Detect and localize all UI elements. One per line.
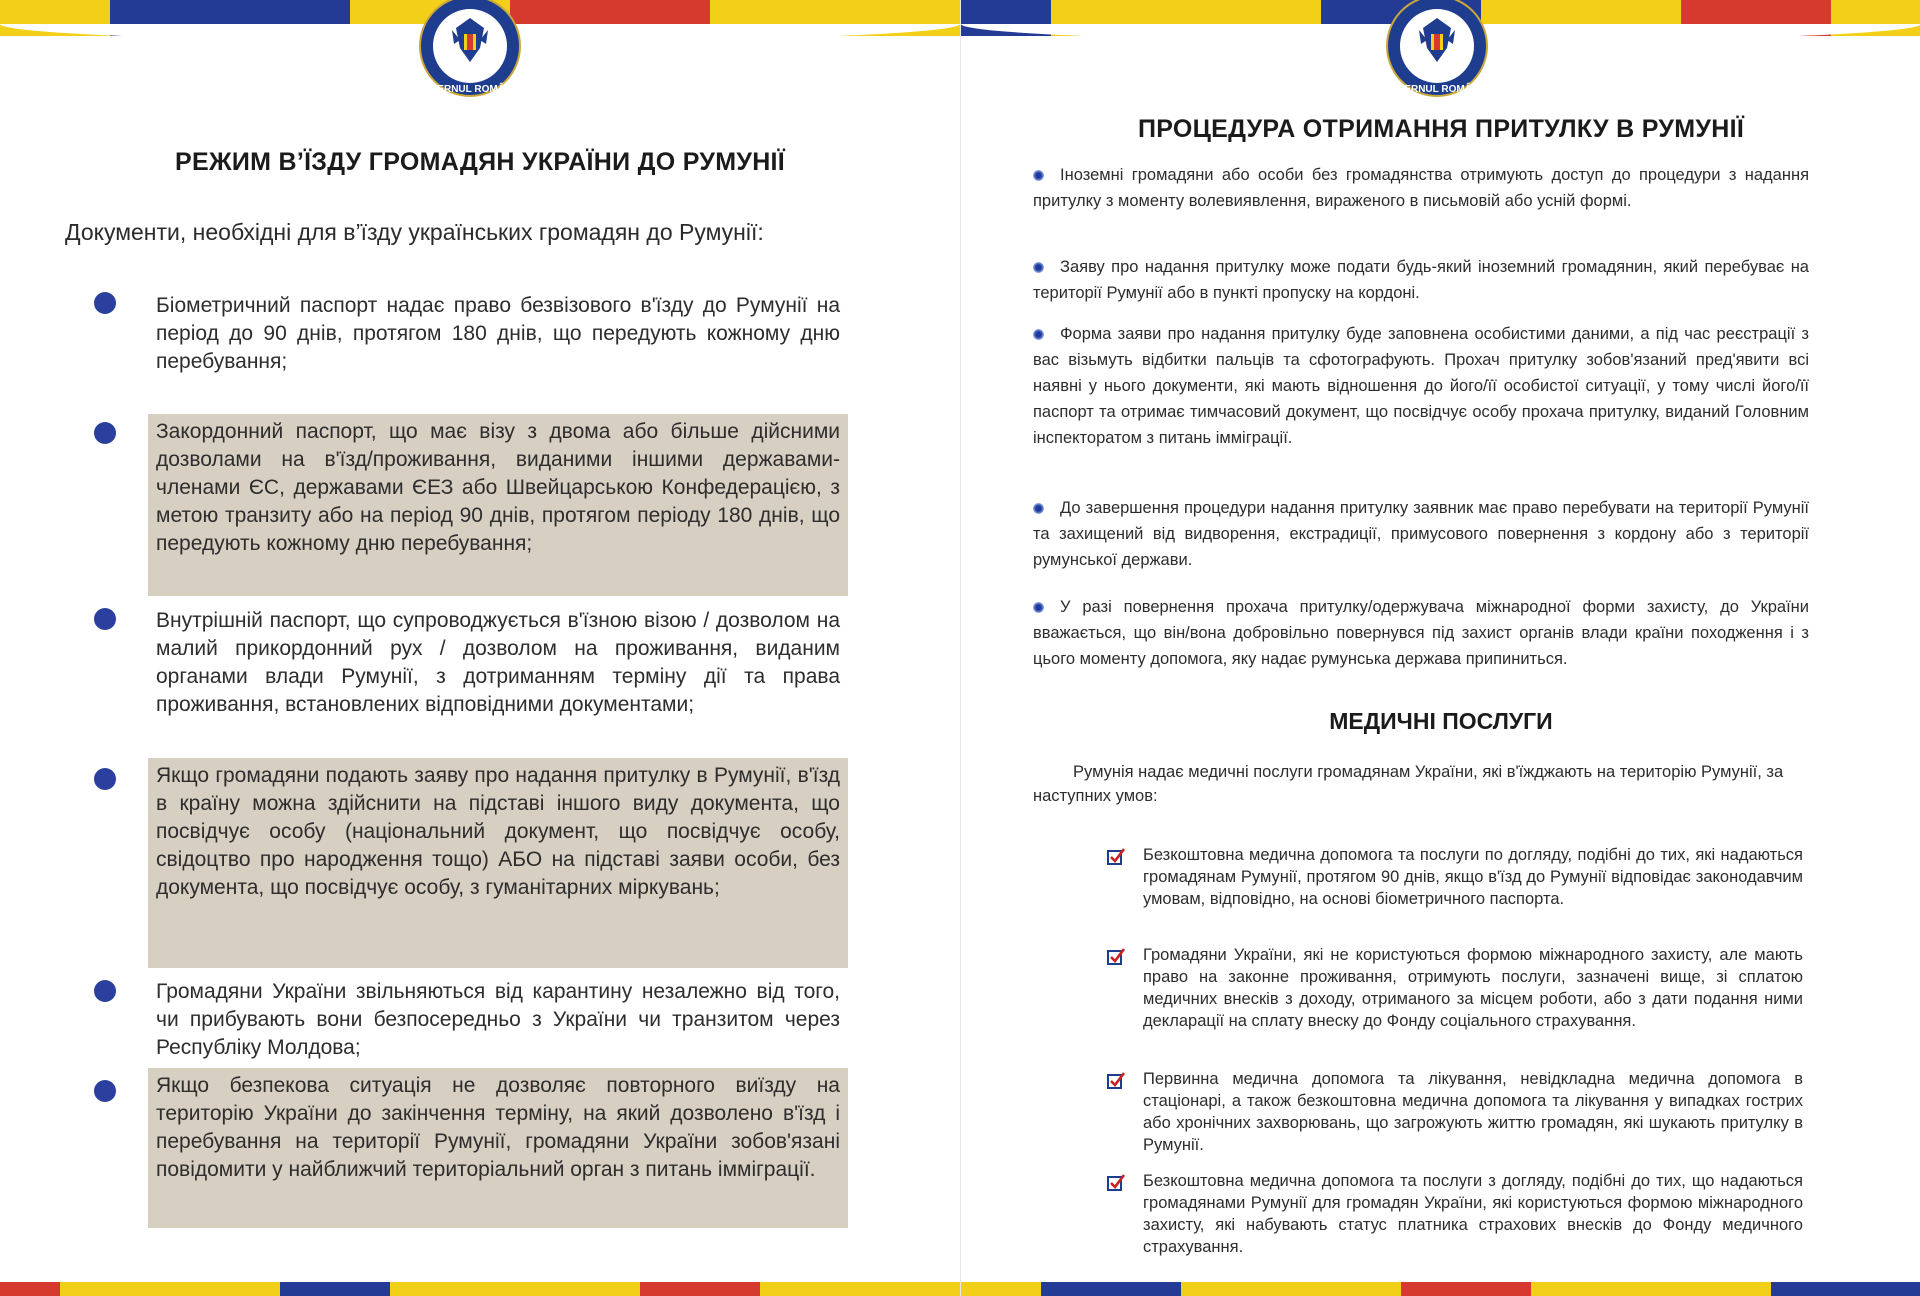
section-heading: МЕДИЧНІ ПОСЛУГИ: [1329, 708, 1553, 734]
list-item: [1033, 254, 1809, 306]
bullet-icon: [1033, 602, 1044, 613]
bullet-icon: [94, 768, 116, 790]
list-item: Безкоштовна медична допомога та послуги по догляду, подібні до тих, які надаються громадянам Румунії, протягом 90 днів, якщо в'їзд до Румунії відповідає законодавчим умовам, відповідно, на основі біометричного паспорта.: [1143, 846, 1803, 908]
list-item: [1033, 594, 1809, 672]
checkbox-checked-icon: [1107, 948, 1125, 966]
list-item-text: Іноземні громадяни або особи без громадянства отримують доступ до процедури з надання притулку з моменту волевиявлення, вираженого в письмовій або усній формі.: [1033, 166, 1809, 210]
page-title: РЕЖИМ В’ЇЗДУ ГРОМАДЯН УКРАЇНИ ДО РУМУНІЇ: [175, 148, 785, 176]
checkbox-checked-icon: [1107, 1174, 1125, 1192]
flag-band-bottom: [961, 1282, 1920, 1296]
bullet-icon: [1033, 170, 1044, 181]
bullet-icon: [94, 608, 116, 630]
bullet-icon: [1033, 503, 1044, 514]
bullet-icon: [94, 980, 116, 1002]
svg-text:GUVERNUL ROMÂNIEI: GUVERNUL ROMÂNIEI: [415, 84, 525, 95]
flag-band-bottom: [0, 1282, 960, 1296]
list-item: Безкоштовна медична допомога та послуги з догляду, подібні до тих, що надаються громадянами Румунії для громадян України, які користуються формою міжнародного захисту, які набувають статус платника страхових внесків до Фонду медичного страхування.: [1143, 1172, 1803, 1256]
romanian-government-seal-icon: [414, 0, 526, 100]
list-item: Внутрішній паспорт, що супроводжується в'їзною візою / дозволом на малий прикордонний рух / дозволом на проживання, виданим органами влади Румунії, з дотриманням терміну дії та права проживання, встановлених відповідними документами;: [156, 609, 840, 716]
list-item: [1033, 321, 1809, 451]
list-item: Якщо громадяни подають заяву про надання притулку в Румунії, в'їзд в країну можна здійснити на підставі іншого виду документа, що посвідчує особу (національний документ, що посвідчує особу, свідоцтво про народження тощо) АБО на підставі заяви особи, без документа, що посвідчує особу, з гуманітарних міркувань;: [148, 758, 848, 968]
right-page: [960, 0, 1920, 1296]
bullet-icon: [94, 422, 116, 444]
checkbox-checked-icon: [1107, 1072, 1125, 1090]
bullet-icon: [1033, 262, 1044, 273]
list-item-text: Заяву про надання притулку може подати будь-який іноземний громадянин, який перебуває на території Румунії або в пункті пропуску на кордоні.: [1033, 258, 1809, 302]
documents-subtitle: Документи, необхідні для в’їзду українських громадян до Румунії:: [65, 219, 764, 245]
list-item: [1033, 162, 1809, 214]
bullet-icon: [94, 1080, 116, 1102]
list-item-text: Форма заяви про надання притулку буде заповнена особистими даними, а під час реєстрації з вас візьмуть відбитки пальців та сфотографують. Прохач притулку зобов'язаний пред'явити всі наявні у нього документи, які мають відношення до його/її особистої ситуації, у тому числі його/її паспорт та отримає тимчасовий документ, що посвідчує особу прохача притулку, виданий Головним інспекторатом з питань імміграції.: [1033, 325, 1809, 447]
checkbox-checked-icon: [1107, 848, 1125, 866]
list-item: Громадяни України звільняються від карантину незалежно від того, чи прибувають вони безпосередньо з України чи транзитом через Республіку Молдова;: [156, 980, 840, 1059]
page-title: ПРОЦЕДУРА ОТРИМАННЯ ПРИТУЛКУ В РУМУНІЇ: [1137, 115, 1745, 143]
list-item-text: У разі повернення прохача притулку/одержувача міжнародної форми захисту, до України вважається, що він/вона добровільно повернувся під захист органів влади країни походження і з цього моменту допомога, яку надає румунська держава припиниться.: [1033, 598, 1809, 668]
romanian-government-seal-icon: [1381, 0, 1493, 100]
list-item: Громадяни України, які не користуються формою міжнародного захисту, але мають право на законне проживання, отримують послуги, зазначені вище, зі сплатою медичних внесків з доходу, отриманого за місцем роботи, або з дати подання ними декларації на сплату внеску до Фонду соціального страхування.: [1143, 946, 1803, 1030]
list-item: [1033, 495, 1809, 573]
section-intro: Румунія надає медичні послуги громадянам України, які в'їжджають на територію Румунії, за наступних умов:: [1033, 763, 1784, 805]
list-item: Біометричний паспорт надає право безвізового в'їзду до Румунії на період до 90 днів, протягом 180 днів, що передують кожному дню перебування;: [156, 294, 840, 373]
bullet-icon: [94, 292, 116, 314]
bullet-icon: [1033, 329, 1044, 340]
list-item: Закордонний паспорт, що має візу з двома або більше дійсними дозволами на в'їзд/проживання, виданими іншими державами-членами ЄС, державами ЄЕЗ або Швейцарською Конфедерацією, з метою транзиту або на період 90 днів, протягом періоду 180 днів, що передують кожному дню перебування;: [148, 414, 848, 596]
list-item: Первинна медична допомога та лікування, невідкладна медична допомога в стаціонарі, а також безкоштовна медична допомога та лікування у випадках гострих або хронічних захворювань, що загрожують життю громадян, які шукають притулку в Румунії.: [1143, 1070, 1803, 1154]
list-item-text: До завершення процедури надання притулку заявник має право перебувати на території Румунії та захищений від видворення, екстрадиції, примусового повернення з кордону або з території румунської держави.: [1033, 499, 1809, 569]
svg-text:GUVERNUL ROMÂNIEI: GUVERNUL ROMÂNIEI: [1382, 84, 1492, 95]
list-item: Якщо безпекова ситуація не дозволяє повторного виїзду на територію України до закінчення терміну, на який дозволено в'їзд і перебування на території Румунії, громадяни України зобов'язані повідомити у найближчий територіальний орган з питань імміграції.: [148, 1068, 848, 1228]
